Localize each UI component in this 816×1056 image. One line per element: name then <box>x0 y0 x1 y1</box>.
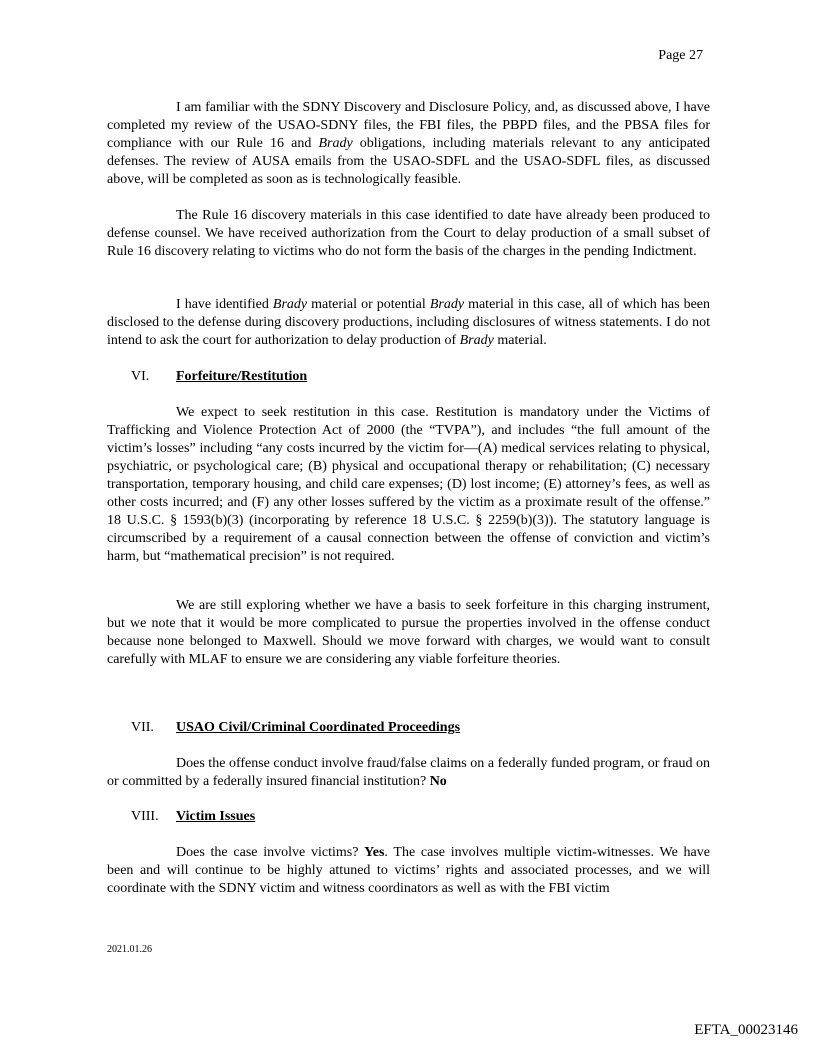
section-number: VIII. <box>131 809 159 824</box>
paragraph-brady: I have identified Brady material or potential Brady material in this case, all of which has been disclosed to the defense during discovery productions, including disclosures of witness statements. I do not intend to ask the court for authorization to delay production of Brady material. <box>107 297 710 348</box>
paragraph-restitution: We expect to seek restitution in this case. Restitution is mandatory under the Victims of Trafficking and Violence Protection Act of 2000 (the “TVPA”), and includes “the full amount of the victim’s losses” including “any costs incurred by the victim for—(A) medical services relating to physical, psychiatric, or psychological care; (B) physical and occupational therapy or rehabilitation; (C) necessary transportation, temporary housing, and child care expenses; (D) lost income; (E) attorney’s fees, as well as other costs incurred; and (F) any other losses suffered by the victim as a proximate result of the offense.” 18 U.S.C. § 1593(b)(3) (incorporating by reference 18 U.S.C. § 2259(b)(3)). The statutory language is circumscribed by a requirement of a causal connection between the offense of conviction and victim’s harm, but “mathematical precision” is not required. <box>107 405 710 564</box>
paragraph-forfeiture: We are still exploring whether we have a basis to seek forfeiture in this charging instrument, but we note that it would be more complicated to pursue the properties involved in the offense conduct because none belonged to Maxwell. Should we move forward with charges, we would want to consult carefully with MLAF to ensure we are considering any viable forfeiture theories. <box>107 598 710 667</box>
section-heading-coordinated-proceedings <box>131 719 460 737</box>
paragraph-rule16: The Rule 16 discovery materials in this case identified to date have already been produced to defense counsel. We have received authorization from the Court to delay production of a small subset of Rule 16 discovery relating to victims who do not form the basis of the charges in the pending Indictment. <box>107 208 710 259</box>
section-number: VI. <box>131 369 150 384</box>
section-number: VII. <box>131 720 154 735</box>
section-title: USAO Civil/Criminal Coordinated Proceedings <box>176 720 461 735</box>
answer-no: No <box>429 774 447 789</box>
document-date: 2021.01.26 <box>107 944 152 955</box>
paragraph-victims: Does the case involve victims? Yes. The case involves multiple victim-witnesses. We have been and will continue to be highly attuned to victims’ rights and associated processes, and we will coordinate with the SDNY victim and witness coordinators as well as with the FBI victim <box>107 845 710 896</box>
answer-yes: Yes <box>364 845 385 860</box>
section-heading-victim-issues <box>131 808 255 826</box>
page-number: Page 27 <box>658 48 703 63</box>
section-title: Forfeiture/Restitution <box>176 369 308 384</box>
bates-number: EFTA_00023146 <box>694 1022 798 1038</box>
section-title: Victim Issues <box>176 809 256 824</box>
paragraph-fraud-question: Does the offense conduct involve fraud/false claims on a federally funded program, or fraud on or committed by a federally insured financial institution? No <box>107 756 710 789</box>
section-heading-forfeiture <box>131 368 307 386</box>
paragraph-discovery-review: I am familiar with the SDNY Discovery and Disclosure Policy, and, as discussed above, I have completed my review of the USAO-SDNY files, the FBI files, the PBPD files, and the PBSA files for compliance with our Rule 16 and Brady obligations, including materials relevant to any anticipated defenses. The review of AUSA emails from the USAO-SDFL and the USAO-SDFL files, as discussed above, will be completed as soon as is technologically feasible. <box>107 100 711 187</box>
